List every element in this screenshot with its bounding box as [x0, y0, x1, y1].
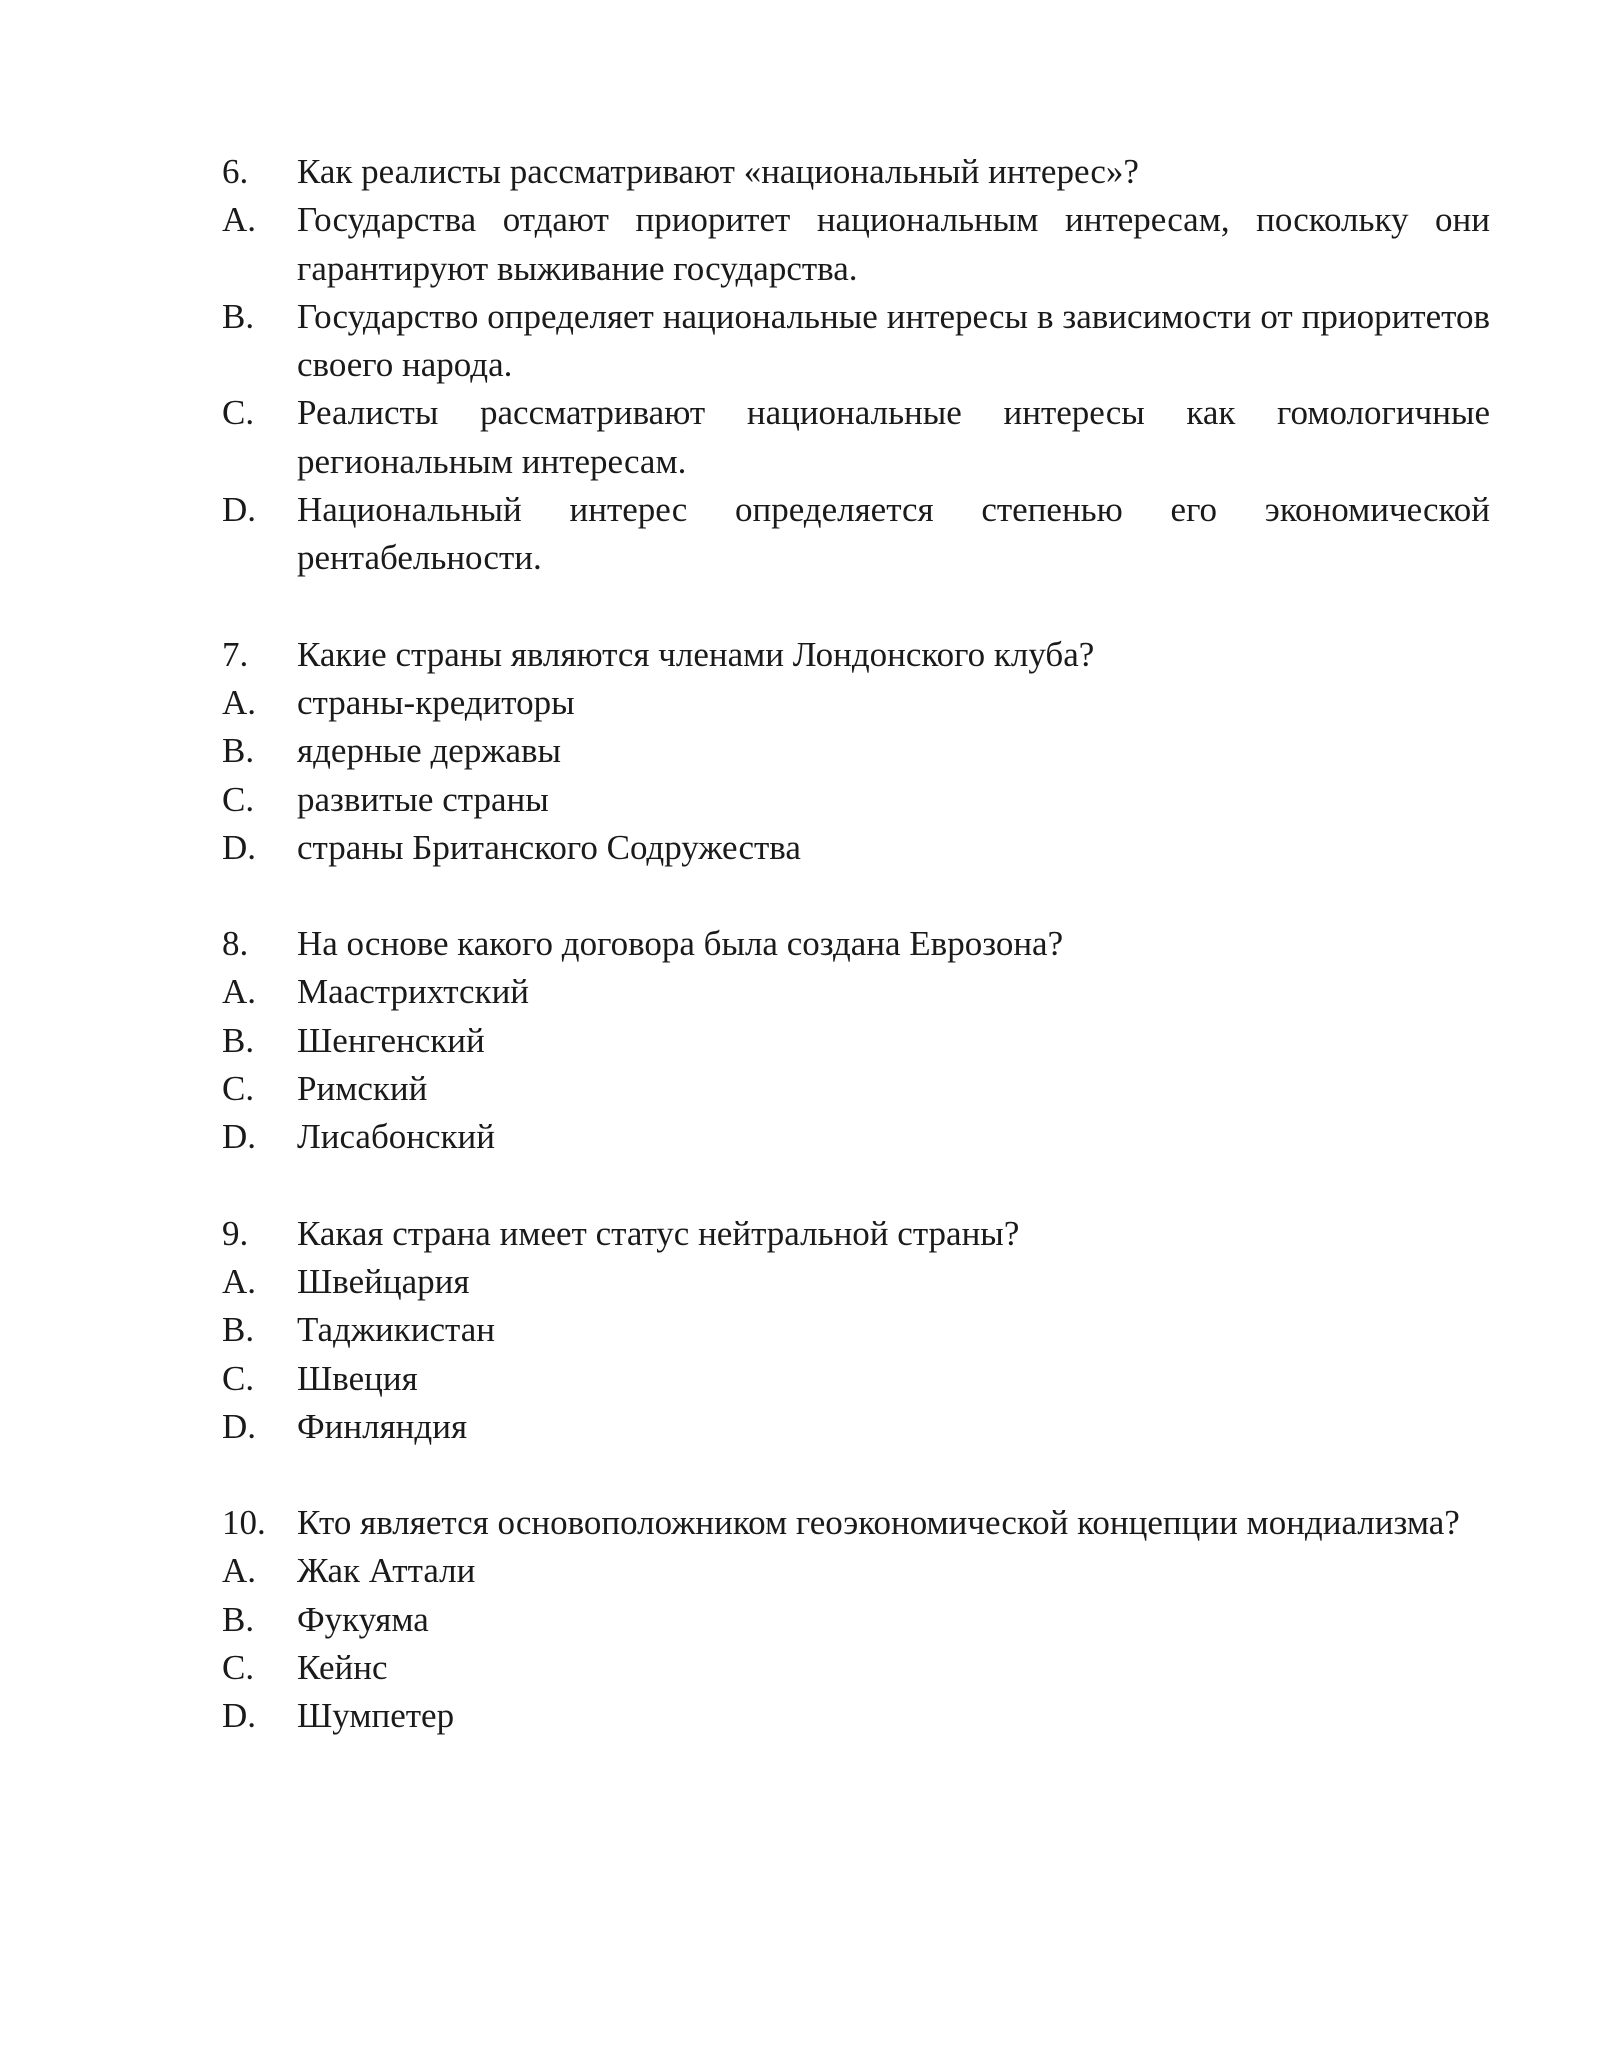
question-line: [222, 920, 1490, 968]
option-text: Национальный интерес определяется степенью его экономической рентабельности.: [297, 490, 1490, 578]
answer-option: [222, 1547, 1490, 1595]
question-number: 6.: [222, 152, 249, 191]
question-text: Как реалисты рассматривают «национальный интерес»?: [297, 152, 1139, 191]
option-letter: C.: [222, 1358, 255, 1398]
option-letter: B.: [222, 1310, 255, 1350]
answer-option: [222, 727, 1490, 775]
option-letter: D.: [222, 827, 257, 867]
option-letter: A.: [222, 1551, 257, 1591]
question-number: 8.: [222, 924, 249, 964]
question-10: [222, 1499, 1490, 1740]
option-letter: A.: [222, 200, 257, 240]
question-list: [222, 148, 1490, 1789]
answer-option: [222, 1065, 1490, 1113]
option-letter: D.: [222, 1406, 257, 1446]
question-6: [222, 148, 1490, 583]
option-letter: B.: [222, 1020, 255, 1060]
answer-option: [222, 389, 1490, 486]
option-letter: A.: [222, 1261, 257, 1301]
option-text: Маастрихтский: [297, 972, 530, 1012]
answer-option: [222, 1306, 1490, 1354]
option-text: Швейцария: [297, 1261, 470, 1301]
option-text: Государства отдают приоритет национальным интересам, поскольку они гарантируют выживание государства.: [297, 200, 1490, 288]
option-letter: C.: [222, 393, 255, 433]
option-letter: B.: [222, 1599, 255, 1639]
answer-option: [222, 1692, 1490, 1740]
answer-option: [222, 968, 1490, 1016]
question-text: Какие страны являются членами Лондонского клуба?: [297, 634, 1095, 674]
option-text: Римский: [297, 1069, 428, 1109]
option-text: Фукуяма: [297, 1599, 429, 1639]
answer-option: [222, 1596, 1490, 1644]
question-line: [222, 1499, 1490, 1547]
option-text: Кейнс: [297, 1648, 388, 1688]
answer-option: [222, 196, 1490, 293]
option-letter: B.: [222, 296, 255, 336]
option-text: Таджикистан: [297, 1310, 496, 1350]
question-8: [222, 920, 1490, 1161]
question-text: На основе какого договора была создана Еврозона?: [297, 924, 1064, 964]
question-text: Какая страна имеет статус нейтральной страны?: [297, 1213, 1020, 1253]
question-line: [222, 631, 1490, 679]
answer-option: [222, 1403, 1490, 1451]
option-letter: D.: [222, 1696, 257, 1736]
question-7: [222, 631, 1490, 872]
question-text: Кто является основоположником геоэкономической концепции мондиализма?: [297, 1503, 1460, 1543]
answer-option: [222, 679, 1490, 727]
option-text: Государство определяет национальные интересы в зависимости от приоритетов своего народа.: [297, 296, 1490, 385]
option-letter: D.: [222, 1117, 257, 1157]
answer-option: [222, 824, 1490, 872]
answer-option: [222, 1355, 1490, 1403]
answer-option: [222, 776, 1490, 824]
option-letter: A.: [222, 972, 257, 1012]
option-letter: B.: [222, 731, 255, 771]
answer-option: [222, 293, 1490, 390]
answer-option: [222, 1113, 1490, 1161]
option-letter: C.: [222, 779, 255, 819]
answer-option: [222, 486, 1490, 583]
question-number: 7.: [222, 634, 249, 674]
option-text: страны-кредиторы: [297, 682, 575, 722]
option-text: ядерные державы: [297, 731, 562, 771]
question-9: [222, 1210, 1490, 1451]
option-text: страны Британского Содружества: [297, 827, 801, 867]
answer-option: [222, 1017, 1490, 1065]
option-letter: C.: [222, 1069, 255, 1109]
question-number: 10.: [222, 1503, 266, 1543]
option-letter: D.: [222, 490, 257, 530]
answer-option: [222, 1644, 1490, 1692]
question-line: [222, 148, 1490, 196]
option-text: Швеция: [297, 1358, 418, 1398]
answer-option: [222, 1258, 1490, 1306]
option-text: Шенгенский: [297, 1020, 485, 1060]
option-text: Реалисты рассматривают национальные интересы как гомологичные региональным интересам.: [297, 393, 1490, 481]
option-letter: C.: [222, 1648, 255, 1688]
option-text: Финляндия: [297, 1406, 468, 1446]
option-text: Лисабонский: [297, 1117, 496, 1157]
option-text: Шумпетер: [297, 1696, 455, 1736]
option-text: Жак Аттали: [297, 1551, 476, 1591]
question-number: 9.: [222, 1213, 249, 1253]
option-letter: A.: [222, 682, 257, 722]
question-line: [222, 1210, 1490, 1258]
option-text: развитые страны: [297, 779, 549, 819]
